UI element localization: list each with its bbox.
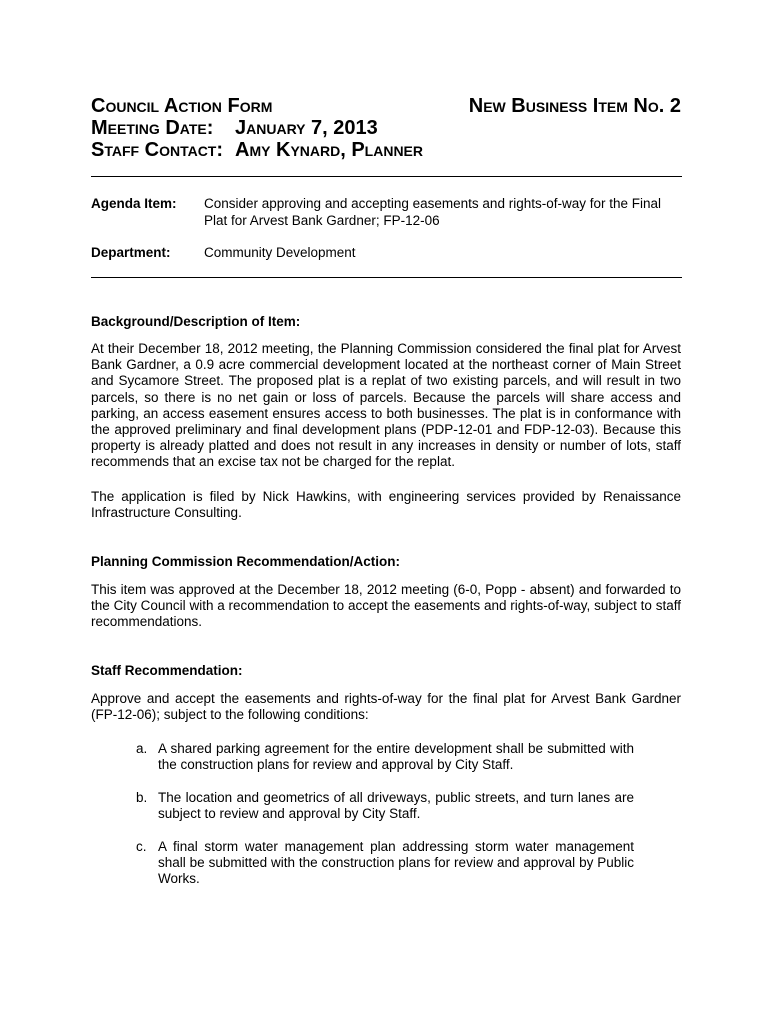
- form-title: Council Action Form: [91, 95, 273, 117]
- department-row: [91, 244, 682, 261]
- condition-letter: c.: [136, 839, 147, 854]
- document-header: [91, 95, 681, 161]
- meeting-date-value: January 7, 2013: [235, 117, 378, 139]
- condition-item: [136, 741, 634, 773]
- background-heading: Background/Description of Item:: [91, 314, 301, 329]
- staff-contact-value: Amy Kynard, Planner: [235, 139, 424, 161]
- top-divider: [91, 176, 682, 177]
- condition-text: A shared parking agreement for the entire development shall be submitted with the construction plans for review and approval by City Staff.: [158, 741, 634, 773]
- staff-contact-label: Staff Contact:: [91, 139, 224, 161]
- condition-text: The location and geometrics of all driveways, public streets, and turn lanes are subject to review and approval by City Staff.: [158, 790, 634, 822]
- condition-item: [136, 839, 634, 888]
- staff-recommendation-heading: Staff Recommendation:: [91, 663, 243, 678]
- planning-commission-paragraph: This item was approved at the December 18, 2012 meeting (6-0, Popp - absent) and forwarded to the City Council with a recommendation to accept the easements and rights-of-way, subject to staff recommendations.: [91, 582, 681, 630]
- header-title-row: [91, 95, 681, 117]
- agenda-item-row: [91, 195, 682, 229]
- condition-letter: b.: [136, 790, 148, 805]
- agenda-item-value: Consider approving and accepting easements and rights-of-way for the Final Plat for Arvest Bank Gardner; FP-12-06: [204, 196, 662, 228]
- department-label: Department:: [91, 245, 171, 260]
- meta-divider: [91, 277, 682, 278]
- planning-commission-heading: Planning Commission Recommendation/Action:: [91, 554, 401, 569]
- condition-text: A final storm water management plan addressing storm water management shall be submitted with the construction plans for review and approval by Public Works.: [158, 839, 634, 887]
- meeting-date-label: Meeting Date:: [91, 117, 214, 139]
- department-value: Community Development: [204, 245, 356, 260]
- meeting-date-row: [91, 117, 681, 139]
- condition-letter: a.: [136, 741, 148, 756]
- background-paragraph-2: The application is filed by Nick Hawkins, with engineering services provided by Renaissance Infrastructure Consulting.: [91, 489, 681, 521]
- item-number: New Business Item No. 2: [468, 95, 681, 117]
- staff-recommendation-paragraph: Approve and accept the easements and rights-of-way for the final plat for Arvest Bank Gardner (FP-12-06); subject to the following conditions:: [91, 691, 681, 723]
- agenda-item-label: Agenda Item:: [91, 196, 177, 211]
- background-paragraph-1: At their December 18, 2012 meeting, the Planning Commission considered the final plat for Arvest Bank Gardner, a 0.9 acre commercial development located at the northeast corner of Main Street and Sycamore Street. The proposed plat is a replat of two existing parcels, and will result in two parcels, so there is no net gain or loss of parcels. Because the parcels will share access and parking, an access easement ensures access to both businesses. The plat is in conformance with the approved preliminary and final development plans (PDP-12-01 and FDP-12-03). Because this property is already platted and does not result in any increases in density or number of lots, staff recommends that an excise tax not be charged for the replat.: [91, 341, 681, 470]
- condition-item: [136, 790, 634, 822]
- staff-contact-row: [91, 139, 681, 161]
